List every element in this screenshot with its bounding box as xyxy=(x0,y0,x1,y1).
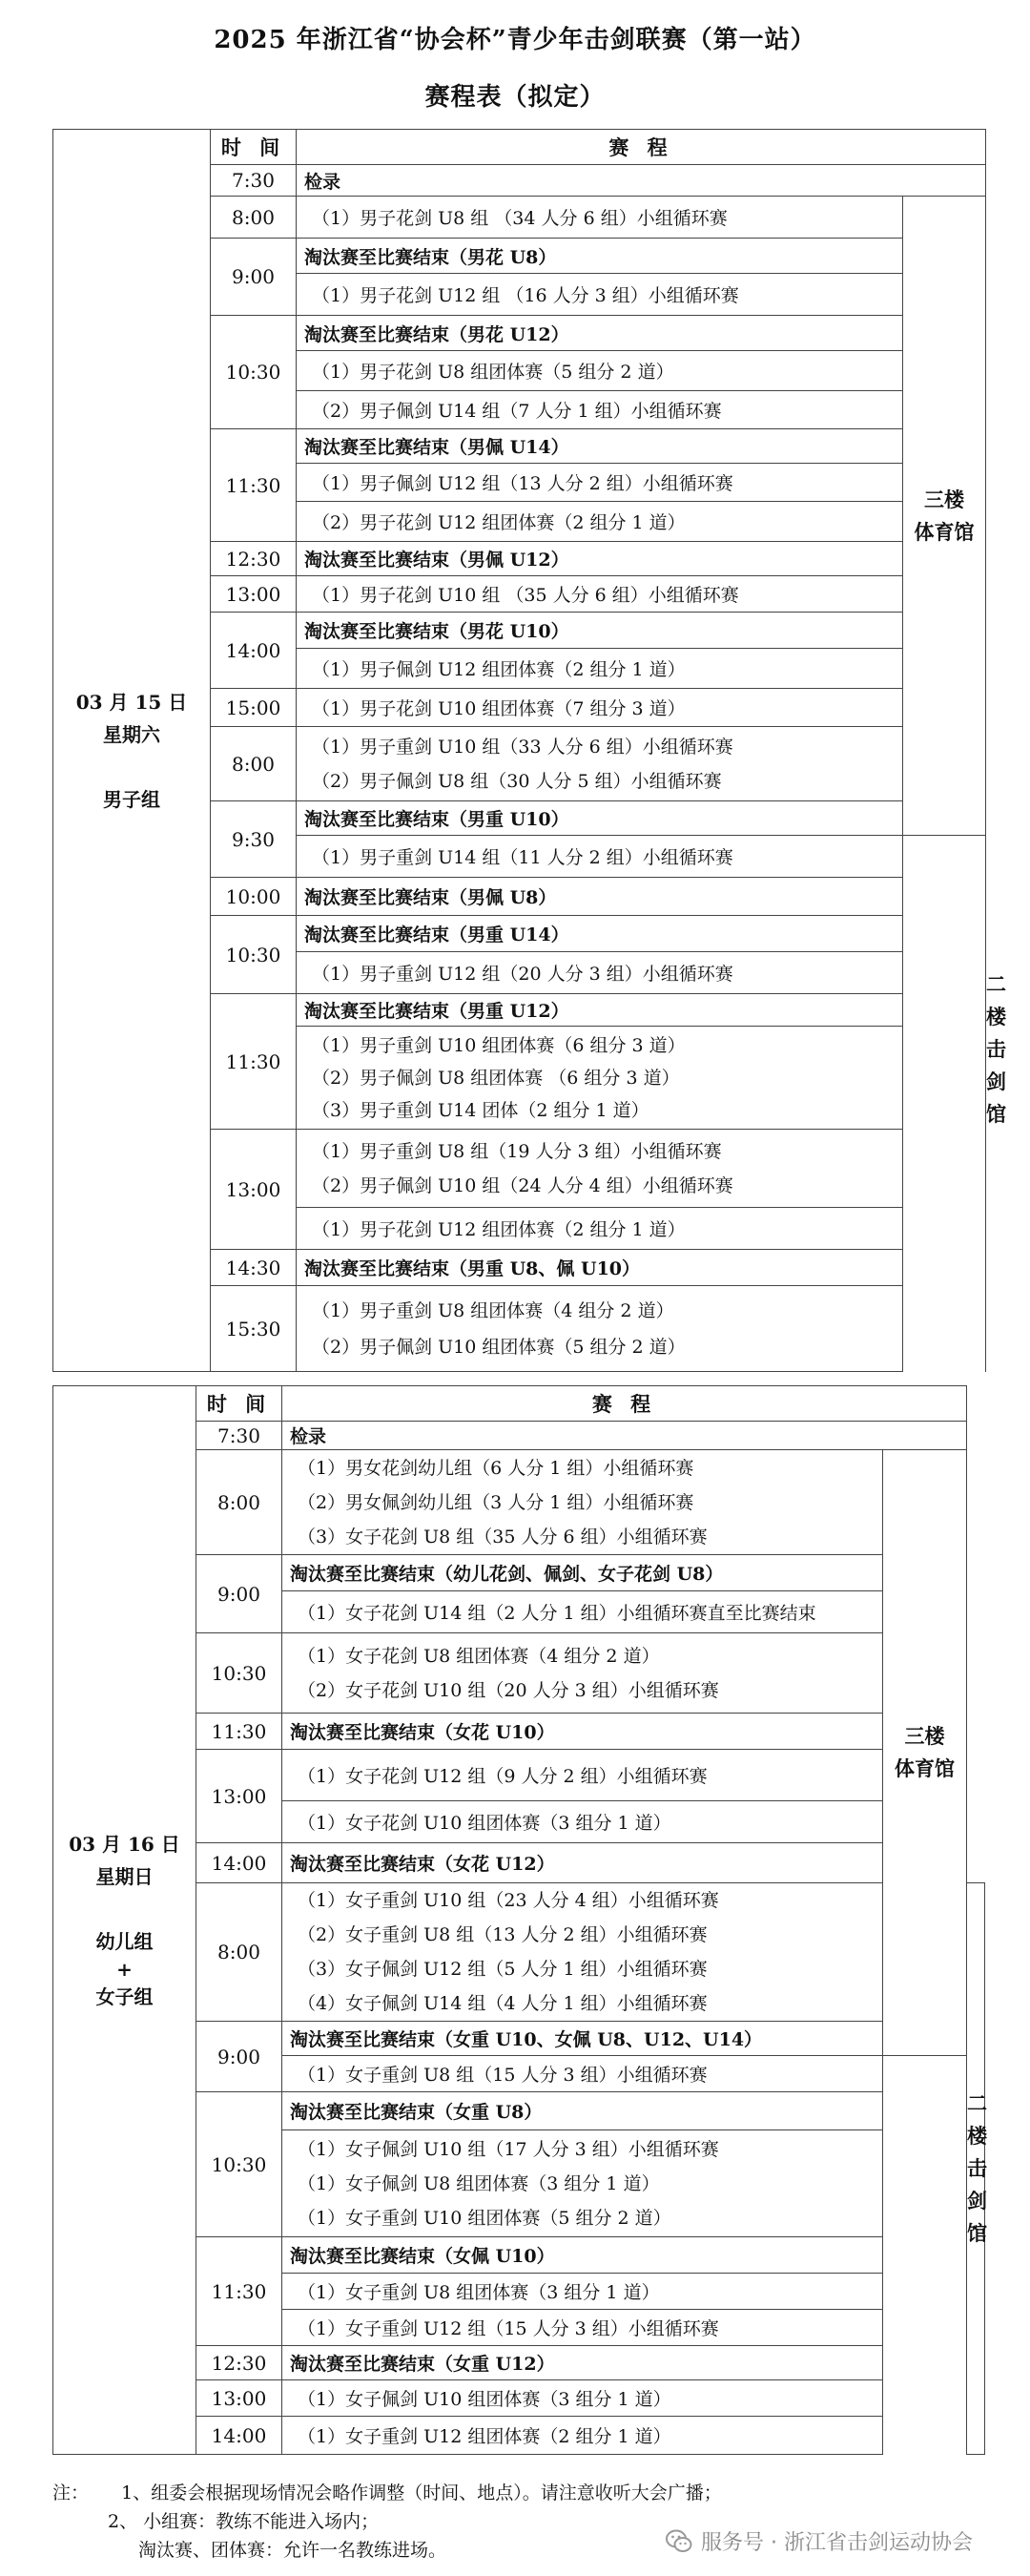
event-line xyxy=(282,1633,883,1714)
event-line: （1）男子重剑 U8 组（19 人分 3 组）小组循环赛 xyxy=(312,1140,722,1162)
footnotes xyxy=(52,2479,722,2565)
event-line: （1）女子重剑 U8 组团体赛（3 组分 1 道） xyxy=(282,2274,883,2310)
event-line: （2）男子佩剑 U8 组（30 人分 5 组）小组循环赛 xyxy=(312,770,722,792)
slot-time: 10:30 xyxy=(196,1633,282,1714)
event-line: （2）男子佩剑 U8 组团体赛 （6 组分 3 道） xyxy=(312,1067,680,1089)
event-line: （1）女子重剑 U10 组团体赛（5 组分 2 道） xyxy=(298,2207,671,2229)
slot-time: 9:00 xyxy=(196,1555,282,1633)
day1-venue-a xyxy=(903,197,986,836)
event-line: （1）女子重剑 U12 组团体赛（2 组分 1 道） xyxy=(282,2417,883,2455)
schedule-column-header: 赛 程 xyxy=(297,130,986,165)
event-line: （2）男子佩剑 U10 组（24 人分 4 组）小组循环赛 xyxy=(312,1174,733,1196)
event-line: （1）女子重剑 U12 组（15 人分 3 组）小组循环赛 xyxy=(282,2310,883,2346)
event-line: （1）男子花剑 U10 组团体赛（7 组分 3 道） xyxy=(297,689,903,727)
venue-floor: 三楼 xyxy=(924,487,964,511)
slot-time: 10:30 xyxy=(211,916,297,994)
event-line: （1）男子花剑 U8 组 （34 人分 6 组）小组循环赛 xyxy=(297,197,903,239)
event-line: （1）女子花剑 U8 组团体赛（4 组分 2 道） xyxy=(298,1645,660,1667)
schedule-column-header: 赛 程 xyxy=(282,1386,967,1422)
event-line: 淘汰赛至比赛结束（男重 U8、佩 U10） xyxy=(297,1250,903,1286)
watermark-text: 服务号 · 浙江省击剑运动协会 xyxy=(701,2531,973,2555)
day1-schedule-table xyxy=(52,129,1006,1372)
day2-venue-b xyxy=(967,1883,985,2455)
slot-time: 12:30 xyxy=(196,2346,282,2380)
slot-time: 11:30 xyxy=(196,2237,282,2346)
day2-weekday: 星期日 xyxy=(95,1864,154,1888)
event-line xyxy=(297,727,903,801)
event-line: （1）女子花剑 U14 组（2 人分 1 组）小组循环赛直至比赛结束 xyxy=(282,1591,883,1633)
slot-time: 9:00 xyxy=(211,239,297,316)
day2-plus: + xyxy=(116,1957,133,1981)
event-line: 淘汰赛至比赛结束（男重 U12） xyxy=(297,994,903,1027)
slot-time: 11:30 xyxy=(211,429,297,542)
venue-floor: 二楼 xyxy=(967,2091,987,2148)
event-line: 淘汰赛至比赛结束（女重 U8） xyxy=(282,2092,883,2130)
venue-hall: 击剑馆 xyxy=(967,2156,987,2245)
event-line: （1）男子花剑 U12 组团体赛（2 组分 1 道） xyxy=(297,1208,903,1250)
event-line xyxy=(282,1450,883,1555)
slot-time: 8:00 xyxy=(211,197,297,239)
event-line: （2）男子佩剑 U14 组（7 人分 1 组）小组循环赛 xyxy=(297,391,903,429)
event-line: （1）女子重剑 U8 组（15 人分 3 组）小组循环赛 xyxy=(282,2056,883,2092)
day2-schedule-table xyxy=(52,1385,985,2455)
day1-weekday: 星期六 xyxy=(103,722,160,746)
event-line: （1）男子花剑 U8 组团体赛（5 组分 2 道） xyxy=(297,351,903,391)
slot-time: 8:00 xyxy=(211,727,297,801)
event-line: （1）女子花剑 U10 组团体赛（3 组分 1 道） xyxy=(282,1801,883,1843)
slot-time: 11:30 xyxy=(196,1714,282,1750)
event-line: 淘汰赛至比赛结束（女重 U10、女佩 U8、U12、U14） xyxy=(282,2022,883,2056)
event-line xyxy=(297,1027,903,1130)
event-line: 淘汰赛至比赛结束（男佩 U8） xyxy=(297,878,903,916)
event-line: （1）女子佩剑 U10 组（17 人分 3 组）小组循环赛 xyxy=(298,2138,719,2160)
day2-group-a: 幼儿组 xyxy=(95,1929,154,1953)
event-line: 淘汰赛至比赛结束（幼儿花剑、佩剑、女子花剑 U8） xyxy=(282,1555,883,1591)
slot-time: 12:30 xyxy=(211,542,297,576)
venue-hall: 体育馆 xyxy=(914,519,975,544)
event-line: 淘汰赛至比赛结束（男佩 U14） xyxy=(297,429,903,464)
watermark xyxy=(665,2526,973,2556)
slot-time: 10:30 xyxy=(196,2092,282,2237)
slot-time: 14:30 xyxy=(211,1250,297,1286)
event-line xyxy=(282,2130,883,2237)
table-row: 8:00 （1）男子重剑 U10 组（33 人分 6 组）小组循环赛 （2）男子佩剑 U8 组（30 人分 5 组）小组循环赛 二楼 击剑馆 xyxy=(53,727,986,801)
event-line: （1）男子重剑 U12 组（20 人分 3 组）小组循环赛 xyxy=(297,952,903,994)
day1-date: 03 月 15 日 xyxy=(75,690,188,714)
time-column-header: 时 间 xyxy=(196,1386,282,1422)
checkin-time: 7:30 xyxy=(196,1422,282,1450)
note-3: 淘汰赛、团体赛：允许一名教练进场。 xyxy=(138,2540,447,2561)
event-line: （2）男女佩剑幼儿组（3 人分 1 组）小组循环赛 xyxy=(298,1491,694,1513)
event-line: （3）女子佩剑 U12 组（5 人分 1 组）小组循环赛 xyxy=(298,1959,708,1980)
event-line: （1）男子佩剑 U12 组（13 人分 2 组）小组循环赛 xyxy=(297,464,903,502)
slot-time: 9:00 xyxy=(196,2022,282,2092)
slot-time: 8:00 xyxy=(196,1883,282,2022)
slot-time: 13:00 xyxy=(196,1750,282,1843)
time-column-header: 时 间 xyxy=(211,130,297,165)
page-subtitle: 赛程表（拟定） xyxy=(424,83,606,112)
event-line xyxy=(297,1130,903,1208)
day2-group-b: 女子组 xyxy=(95,1984,154,2008)
slot-time: 14:00 xyxy=(196,1843,282,1883)
venue-floor: 三楼 xyxy=(904,1724,945,1748)
event-line: （1）男子重剑 U10 组（33 人分 6 组）小组循环赛 xyxy=(312,736,733,758)
event-line: 淘汰赛至比赛结束（女佩 U10） xyxy=(282,2237,883,2274)
slot-time: 15:00 xyxy=(211,689,297,727)
event-line: 淘汰赛至比赛结束（女花 U12） xyxy=(282,1843,883,1883)
event-line xyxy=(297,1286,903,1372)
event-line: （1）男子花剑 U10 组 （35 人分 6 组）小组循环赛 xyxy=(297,576,903,613)
note-2: 2、 小组赛：教练不能进入场内； xyxy=(108,2511,380,2532)
event-line xyxy=(282,1883,883,2022)
event-line: 淘汰赛至比赛结束（女花 U10） xyxy=(282,1714,883,1750)
event-line: （1）男子花剑 U12 组 （16 人分 3 组）小组循环赛 xyxy=(297,274,903,316)
event-line: 淘汰赛至比赛结束（男重 U14） xyxy=(297,916,903,952)
day2-venue-a xyxy=(883,1450,967,2056)
slot-time: 13:00 xyxy=(211,1130,297,1250)
slot-time: 15:30 xyxy=(211,1286,297,1372)
event-line: （2）男子佩剑 U10 组团体赛（5 组分 2 道） xyxy=(312,1336,686,1358)
event-line: （1）男子重剑 U8 组团体赛（4 组分 2 道） xyxy=(312,1299,674,1321)
event-line: （3）男子重剑 U14 团体（2 组分 1 道） xyxy=(312,1099,649,1121)
event-line: 淘汰赛至比赛结束（男花 U8） xyxy=(297,239,903,274)
event-line: 淘汰赛至比赛结束（男花 U12） xyxy=(297,316,903,351)
slot-time: 13:00 xyxy=(196,2380,282,2417)
event-line: 淘汰赛至比赛结束（男花 U10） xyxy=(297,613,903,649)
event-line: （1）男子佩剑 U12 组团体赛（2 组分 1 道） xyxy=(297,649,903,689)
event-line: （2）男子花剑 U12 组团体赛（2 组分 1 道） xyxy=(297,502,903,542)
slot-time: 10:30 xyxy=(211,316,297,429)
note-1: 1、组委会根据现场情况会略作调整（时间、地点）。请注意收听大会广播； xyxy=(121,2483,722,2503)
day1-date-cell xyxy=(53,130,211,1372)
day2-date: 03 月 16 日 xyxy=(69,1832,180,1856)
checkin-label: 检录 xyxy=(297,165,986,197)
notes-label: 注： xyxy=(52,2483,90,2503)
event-line: 淘汰赛至比赛结束（男重 U10） xyxy=(297,801,903,836)
slot-time: 14:00 xyxy=(211,613,297,689)
event-line: （1）女子佩剑 U10 组团体赛（3 组分 1 道） xyxy=(282,2380,883,2417)
event-line: （2）女子重剑 U8 组（13 人分 2 组）小组循环赛 xyxy=(298,1924,708,1945)
wechat-icon xyxy=(665,2527,693,2556)
checkin-label: 检录 xyxy=(282,1422,967,1450)
event-line: （1）女子重剑 U10 组（23 人分 4 组）小组循环赛 xyxy=(298,1890,719,1911)
page-title: 2025 年浙江省“协会杯”青少年击剑联赛（第一站） xyxy=(214,26,816,54)
checkin-time: 7:30 xyxy=(211,165,297,197)
slot-time: 8:00 xyxy=(196,1450,282,1555)
event-line: （1）女子花剑 U12 组（9 人分 2 组）小组循环赛 xyxy=(282,1750,883,1801)
event-line: （1）女子佩剑 U8 组团体赛（3 组分 1 道） xyxy=(298,2172,660,2194)
event-line: 淘汰赛至比赛结束（女重 U12） xyxy=(282,2346,883,2380)
day1-group: 男子组 xyxy=(103,787,160,811)
venue-hall: 体育馆 xyxy=(895,1756,955,1780)
slot-time: 11:30 xyxy=(211,994,297,1130)
event-line: （2）女子花剑 U10 组（20 人分 3 组）小组循环赛 xyxy=(298,1679,719,1701)
slot-time: 9:30 xyxy=(211,801,297,878)
slot-time: 10:00 xyxy=(211,878,297,916)
event-line: （1）男子重剑 U14 组（11 人分 2 组）小组循环赛 xyxy=(297,836,903,878)
slot-time: 13:00 xyxy=(211,576,297,613)
event-line: （4）女子佩剑 U14 组（4 人分 1 组）小组循环赛 xyxy=(298,1993,708,2014)
event-line: （1）男女花剑幼儿组（6 人分 1 组）小组循环赛 xyxy=(298,1457,694,1479)
day2-date-cell xyxy=(53,1386,196,2455)
event-line: （1）男子重剑 U10 组团体赛（6 组分 3 道） xyxy=(312,1034,686,1056)
event-line: 淘汰赛至比赛结束（男佩 U12） xyxy=(297,542,903,576)
event-line: （3）女子花剑 U8 组（35 人分 6 组）小组循环赛 xyxy=(298,1526,708,1548)
slot-time: 14:00 xyxy=(196,2417,282,2455)
